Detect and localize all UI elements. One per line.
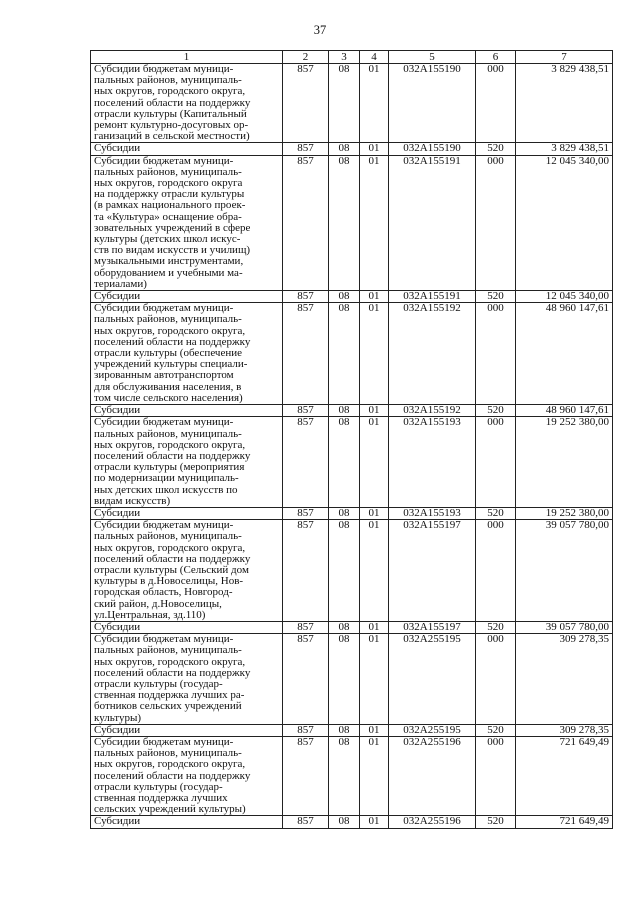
section-code-cell: 08: [329, 291, 360, 303]
description-line: отрасли культуры (Сельский дом: [94, 564, 249, 576]
description-line: Субсидии: [94, 816, 141, 828]
row-description: [91, 405, 283, 417]
subsection-code-cell: 01: [360, 64, 389, 143]
amount-cell: 12 045 340,00: [516, 291, 613, 303]
ministry-code-cell: 857: [283, 155, 329, 290]
row-description: [91, 291, 283, 303]
subsection-code-cell: 01: [360, 155, 389, 290]
ministry-code-cell: 857: [283, 291, 329, 303]
table-row: [91, 303, 613, 405]
table-row: [91, 621, 613, 633]
header-row: [91, 51, 613, 64]
subsection-code-cell: 01: [360, 621, 389, 633]
section-code-cell: 08: [329, 143, 360, 155]
table-row: [91, 634, 613, 725]
amount-cell: 309 278,35: [516, 724, 613, 736]
description-line: Субсидии бюджетам муници-: [94, 64, 234, 75]
target-article-cell: 032А255196: [389, 816, 476, 828]
description-line: ных округов, городского округа,: [94, 86, 246, 98]
target-article-cell: 032А155191: [389, 291, 476, 303]
amount-cell: 39 057 780,00: [516, 621, 613, 633]
target-article-cell: 032А155192: [389, 303, 476, 405]
section-code-cell: 08: [329, 736, 360, 815]
expense-type-cell: 520: [476, 816, 516, 828]
budget-table: [90, 50, 613, 829]
description-line: Субсидии: [94, 621, 141, 633]
description-line: ганизаций в сельской местности): [94, 131, 250, 143]
description-line: ных округов, городского округа,: [94, 542, 246, 554]
expense-type-cell: 000: [476, 417, 516, 508]
description-line: Субсидии: [94, 143, 141, 155]
expense-type-cell: 520: [476, 621, 516, 633]
description-line: ский район, д.Новоселицы,: [94, 598, 222, 610]
description-line: отрасли культуры (государ-: [94, 678, 223, 690]
target-article-cell: 032А155190: [389, 64, 476, 143]
description-line: ных округов, городского округа,: [94, 325, 246, 337]
section-code-cell: 08: [329, 64, 360, 143]
section-code-cell: 08: [329, 303, 360, 405]
target-article-cell: 032А155193: [389, 507, 476, 519]
ministry-code-cell: 857: [283, 634, 329, 725]
table-row: [91, 291, 613, 303]
amount-cell: 48 960 147,61: [516, 405, 613, 417]
ministry-code-cell: 857: [283, 417, 329, 508]
table-row: [91, 155, 613, 290]
ministry-code-cell: 857: [283, 143, 329, 155]
expense-type-cell: 000: [476, 303, 516, 405]
row-description: [91, 621, 283, 633]
target-article-cell: 032А155193: [389, 417, 476, 508]
amount-cell: 48 960 147,61: [516, 303, 613, 405]
row-description: [91, 634, 283, 725]
subsection-code-cell: 01: [360, 303, 389, 405]
description-line: Субсидии бюджетам муници-: [94, 520, 234, 532]
ministry-code-cell: 857: [283, 621, 329, 633]
description-line: пальных районов, муниципаль-: [94, 748, 242, 760]
section-code-cell: 08: [329, 621, 360, 633]
description-line: сельских учреждений культуры): [94, 804, 246, 816]
ministry-code-cell: 857: [283, 520, 329, 622]
expense-type-cell: 520: [476, 291, 516, 303]
column-header: 6: [476, 51, 516, 64]
description-line: Субсидии: [94, 507, 141, 519]
table-row: [91, 724, 613, 736]
ministry-code-cell: 857: [283, 736, 329, 815]
description-line: ных округов, городского округа,: [94, 656, 246, 668]
description-line: видам искусств): [94, 495, 171, 507]
description-line: отрасли культуры (обеспечение: [94, 348, 243, 360]
description-line: поселений области на поддержку: [94, 97, 251, 109]
description-line: оборудованием и учебными ма-: [94, 267, 243, 279]
expense-type-cell: 520: [476, 724, 516, 736]
description-line: пальных районов, муниципаль-: [94, 75, 242, 87]
row-description: [91, 816, 283, 828]
section-code-cell: 08: [329, 816, 360, 828]
description-line: Субсидии: [94, 291, 141, 303]
description-line: ных детских школ искусств по: [94, 484, 238, 496]
description-line: ных округов, городского округа: [94, 178, 243, 190]
description-line: ремонт культурно-досуговых ор-: [94, 120, 249, 132]
column-header: 5: [389, 51, 476, 64]
amount-cell: 19 252 380,00: [516, 417, 613, 508]
row-description: [91, 507, 283, 519]
ministry-code-cell: 857: [283, 303, 329, 405]
expense-type-cell: 520: [476, 507, 516, 519]
description-line: городская область, Новгород-: [94, 587, 233, 599]
row-description: [91, 736, 283, 815]
column-header: 3: [329, 51, 360, 64]
expense-type-cell: 000: [476, 736, 516, 815]
amount-cell: 3 829 438,51: [516, 64, 613, 143]
table-row: [91, 143, 613, 155]
description-line: пальных районов, муниципаль-: [94, 645, 242, 657]
description-line: та «Культура» оснащение обра-: [94, 211, 242, 223]
amount-cell: 309 278,35: [516, 634, 613, 725]
description-line: ственная поддержка лучших: [94, 793, 228, 804]
target-article-cell: 032А255195: [389, 634, 476, 725]
ministry-code-cell: 857: [283, 64, 329, 143]
subsection-code-cell: 01: [360, 291, 389, 303]
target-article-cell: 032А155192: [389, 405, 476, 417]
description-line: отрасли культуры (Капитальный: [94, 108, 247, 120]
subsection-code-cell: 01: [360, 417, 389, 508]
description-line: ботников сельских учреждений: [94, 701, 242, 713]
section-code-cell: 08: [329, 520, 360, 622]
subsection-code-cell: 01: [360, 520, 389, 622]
subsection-code-cell: 01: [360, 143, 389, 155]
target-article-cell: 032А155197: [389, 520, 476, 622]
description-line: Субсидии бюджетам муници-: [94, 634, 234, 646]
description-line: (в рамках национального проек-: [94, 200, 246, 212]
subsection-code-cell: 01: [360, 724, 389, 736]
section-code-cell: 08: [329, 634, 360, 725]
description-line: Субсидии бюджетам муници-: [94, 736, 234, 748]
target-article-cell: 032А155190: [389, 143, 476, 155]
expense-type-cell: 520: [476, 143, 516, 155]
ministry-code-cell: 857: [283, 816, 329, 828]
description-line: культуры (детских школ искус-: [94, 234, 241, 246]
description-line: пальных районов, муниципаль-: [94, 428, 242, 440]
table-row: [91, 520, 613, 622]
description-line: культуры): [94, 712, 142, 724]
column-header: 1: [91, 51, 283, 64]
expense-type-cell: 000: [476, 64, 516, 143]
description-line: пальных районов, муниципаль-: [94, 166, 242, 178]
description-line: пальных районов, муниципаль-: [94, 531, 242, 543]
description-line: зированным автотранспортом: [94, 370, 234, 382]
ministry-code-cell: 857: [283, 724, 329, 736]
expense-type-cell: 000: [476, 634, 516, 725]
table-row: [91, 507, 613, 519]
description-line: отрасли культуры (государ-: [94, 781, 223, 793]
section-code-cell: 08: [329, 417, 360, 508]
amount-cell: 721 649,49: [516, 816, 613, 828]
description-line: учреждений культуры специали-: [94, 359, 248, 371]
target-article-cell: 032А255195: [389, 724, 476, 736]
description-line: териалами): [94, 278, 147, 290]
description-line: зовательных учреждений в сфере: [94, 222, 251, 234]
page-number: 37: [313, 23, 327, 37]
description-line: ных округов, городского округа,: [94, 759, 246, 771]
column-header: 4: [360, 51, 389, 64]
table-row: [91, 736, 613, 815]
description-line: поселений области на поддержку: [94, 336, 251, 348]
description-line: Субсидии бюджетам муници-: [94, 417, 234, 429]
amount-cell: 19 252 380,00: [516, 507, 613, 519]
table-body: [91, 64, 613, 829]
column-header: 2: [283, 51, 329, 64]
description-line: по модернизации муниципаль-: [94, 473, 239, 485]
description-line: поселений области на поддержку: [94, 770, 251, 782]
amount-cell: 12 045 340,00: [516, 155, 613, 290]
description-line: ул.Центральная, зд.110): [94, 609, 206, 621]
section-code-cell: 08: [329, 724, 360, 736]
description-line: ств по видам искусств и училищ): [94, 245, 251, 257]
description-line: поселений области на поддержку: [94, 667, 251, 679]
row-description: [91, 417, 283, 508]
description-line: для обслуживания населения, в: [94, 381, 242, 393]
subsection-code-cell: 01: [360, 405, 389, 417]
section-code-cell: 08: [329, 155, 360, 290]
ministry-code-cell: 857: [283, 405, 329, 417]
amount-cell: 3 829 438,51: [516, 143, 613, 155]
row-description: [91, 724, 283, 736]
column-header: 7: [516, 51, 613, 64]
row-description: [91, 143, 283, 155]
description-line: пальных районов, муниципаль-: [94, 314, 242, 326]
subsection-code-cell: 01: [360, 816, 389, 828]
description-line: культуры в д.Новоселицы, Нов-: [94, 576, 244, 588]
row-description: [91, 520, 283, 622]
description-line: ных округов, городского округа,: [94, 439, 246, 451]
description-line: том числе сельского населения): [94, 392, 243, 404]
description-line: Субсидии бюджетам муници-: [94, 303, 234, 315]
table-row: [91, 64, 613, 143]
target-article-cell: 032А155197: [389, 621, 476, 633]
section-code-cell: 08: [329, 405, 360, 417]
description-line: поселений области на поддержку: [94, 450, 251, 462]
description-line: отрасли культуры (мероприятия: [94, 462, 245, 474]
target-article-cell: 032А255196: [389, 736, 476, 815]
row-description: [91, 155, 283, 290]
ministry-code-cell: 857: [283, 507, 329, 519]
table-row: [91, 816, 613, 828]
amount-cell: 39 057 780,00: [516, 520, 613, 622]
description-line: Субсидии бюджетам муници-: [94, 155, 234, 167]
description-line: Субсидии: [94, 724, 141, 736]
description-line: Субсидии: [94, 405, 141, 417]
subsection-code-cell: 01: [360, 736, 389, 815]
table-row: [91, 405, 613, 417]
description-line: на поддержку отрасли культуры: [94, 189, 245, 201]
description-line: музыкальными инструментами,: [94, 256, 244, 268]
table-row: [91, 417, 613, 508]
expense-type-cell: 000: [476, 520, 516, 622]
description-line: поселений области на поддержку: [94, 553, 251, 565]
subsection-code-cell: 01: [360, 507, 389, 519]
amount-cell: 721 649,49: [516, 736, 613, 815]
row-description: [91, 64, 283, 143]
target-article-cell: 032А155191: [389, 155, 476, 290]
expense-type-cell: 520: [476, 405, 516, 417]
expense-type-cell: 000: [476, 155, 516, 290]
subsection-code-cell: 01: [360, 634, 389, 725]
row-description: [91, 303, 283, 405]
section-code-cell: 08: [329, 507, 360, 519]
description-line: ственная поддержка лучших ра-: [94, 690, 245, 702]
